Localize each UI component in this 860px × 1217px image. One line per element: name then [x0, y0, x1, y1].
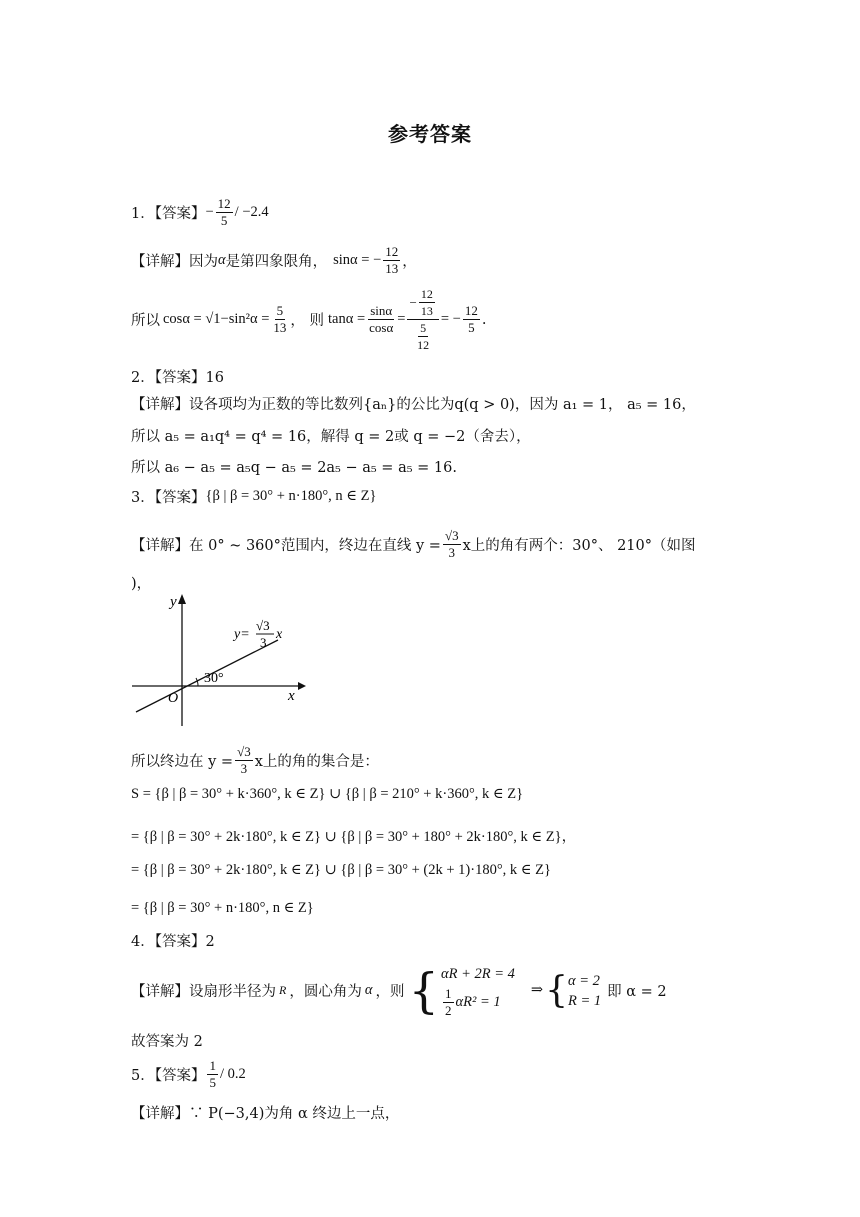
line-label-pre: y=: [234, 627, 250, 642]
q3-answer-set: {β | β = 30° + n·180°, n ∈ Z}: [205, 488, 377, 504]
q3-set-line3: = {β | β = 30° + 2k·180°, k ∈ Z} ∪ {β | β = 30° + (2k + 1)·180°, k ∈ Z}: [131, 862, 551, 878]
angle-label: 30°: [204, 671, 224, 686]
line-label-num: √3: [256, 618, 270, 633]
q1-detail-line1: 【详解】因为 α 是第四象限角， sinα = − $\frac{12}{13}$ ，: [131, 244, 417, 276]
q3-detail-line2: )，: [131, 576, 152, 592]
q5-answer-line: 5．【答案】 $\frac{1}{5}$ / 0.2: [131, 1058, 246, 1090]
q1-detail-line2: 所以 cosα = √1−sin²α = $\frac{5}{13}$ ， 则 tanα = $\frac{\sin\alpha}{\cos\alpha}$ = − $\frac{12}{13}$ $\frac{5}{12}$ = − $\frac{12}{5}$ .: [131, 287, 487, 352]
q1-label: 1．【答案】: [131, 206, 206, 222]
q2-detail-line1: 【详解】设各项均为正数的等比数列{aₙ}的公比为q(q > 0)，因为 a₁ = 1， a₅ = 16，: [131, 397, 696, 413]
q3-figure: [128, 590, 308, 730]
q1-tan-compound-frac: − $\frac{12}{13}$ $\frac{5}{12}$: [407, 286, 438, 353]
q2-detail-line3: 所以 a₆ − a₅ = a₅q − a₅ = 2a₅ − a₅ = a₅ = 16.: [131, 460, 457, 476]
q3-set-line4: = {β | β = 30° + n·180°, n ∈ Z}: [131, 900, 314, 916]
q4-final: 故答案为 2: [131, 1034, 203, 1050]
q3-set-line2: = {β | β = 30° + 2k·180°, k ∈ Z} ∪ {β | β = 30° + 180° + 2k·180°, k ∈ Z}，: [131, 829, 577, 845]
q4-solution: α = 2 R = 1: [567, 972, 602, 1009]
y-axis-arrow: [178, 594, 186, 604]
q4-answer-line: 4．【答案】2: [131, 934, 215, 950]
q2-detail-line2: 所以 a₅ = a₁q⁴ = q⁴ = 16，解得 q = 2或 q = −2（舍去），: [131, 429, 531, 445]
q1-answer-frac: $\frac{12}{5}$: [217, 196, 231, 228]
q4-detail-line: 【详解】设扇形半径为 R ，圆心角为 α ，则 { αR + 2R = 4 $\frac{1}{2}$ αR² = 1 ⇒ { α = 2 R = 1 即 α = 2: [131, 962, 667, 1019]
q4-system: αR + 2R = 4 $\frac{1}{2}$ αR² = 1: [441, 966, 515, 1018]
q5-detail-line: 【详解】∵ P(−3,4)为角 α 终边上一点，: [131, 1106, 400, 1122]
x-axis-label: x: [288, 688, 295, 704]
line-label-post: x: [276, 627, 283, 642]
q3-detail-line1: 【详解】在 0° ~ 360°范围内，终边在直线 y = $\frac{√3}{3}$ x上的角有两个：30°、 210°（如图: [131, 528, 696, 560]
q1-answer-line: 1．【答案】 − $\frac{12}{5}$ / −2.4: [131, 196, 269, 228]
q3-set-line1: S = {β | β = 30° + k·360°, k ∈ Z} ∪ {β | β = 210° + k·360°, k ∈ Z}: [131, 786, 524, 802]
q3-answer-line: 3．【答案】 {β | β = 30° + n·180°, n ∈ Z}: [131, 488, 377, 506]
q2-answer-line: 2．【答案】16: [131, 370, 224, 386]
y-axis-label: y: [170, 594, 177, 610]
q1-answer-alt: / −2.4: [234, 204, 269, 220]
x-axis-arrow: [298, 682, 306, 690]
q3-set-intro: 所以终边在 y = $\frac{√3}{3}$ x上的角的集合是：: [131, 744, 379, 776]
page-title: 参考答案: [388, 122, 472, 146]
line-label-den: 3: [260, 635, 267, 650]
origin-label: O: [168, 691, 179, 706]
